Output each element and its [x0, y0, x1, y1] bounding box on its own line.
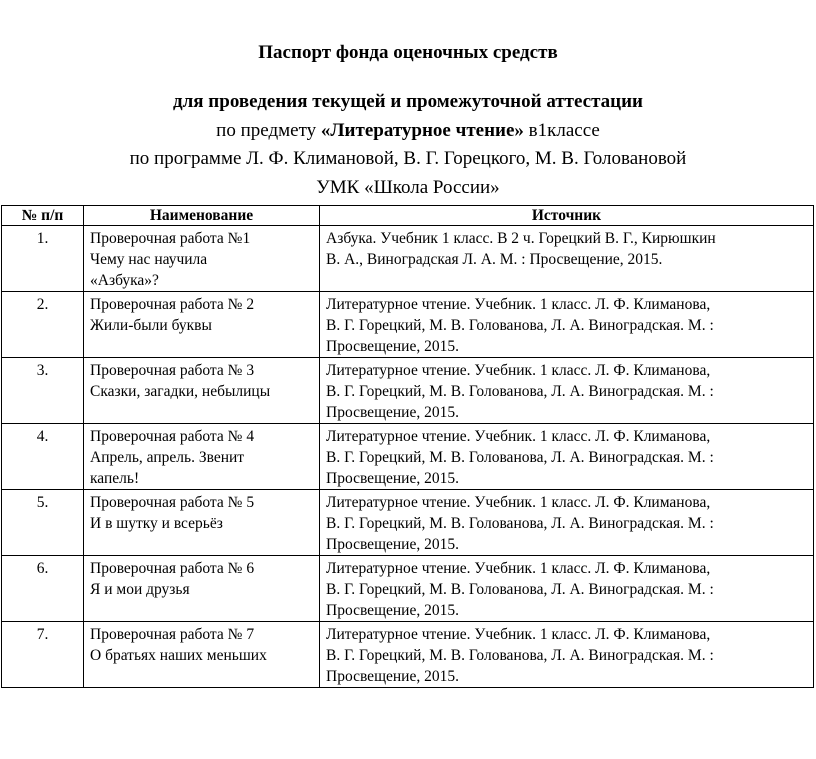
- subject-line: [0, 120, 816, 142]
- row-source-line: В. Г. Горецкий, М. В. Голованова, Л. А. Виноградская. М. :: [326, 515, 714, 532]
- row-source-line: Просвещение, 2015.: [326, 404, 459, 421]
- row-name-line: Сказки, загадки, небылицы: [90, 383, 271, 400]
- row-source-line: В. Г. Горецкий, М. В. Голованова, Л. А. Виноградская. М. :: [326, 581, 714, 598]
- table-row: [2, 424, 814, 490]
- table-row: [2, 556, 814, 622]
- row-name: [84, 424, 320, 490]
- row-number: 2.: [2, 292, 84, 358]
- subject-suffix: в1классе: [523, 120, 600, 141]
- row-source-line: Литературное чтение. Учебник. 1 класс. Л. Ф. Климанова,: [326, 362, 711, 379]
- table-row: [2, 292, 814, 358]
- column-header-name: Наименование: [84, 206, 320, 226]
- row-source: [320, 358, 814, 424]
- row-source-line: Литературное чтение. Учебник. 1 класс. Л. Ф. Климанова,: [326, 494, 711, 511]
- row-source: [320, 622, 814, 688]
- row-source-line: В. Г. Горецкий, М. В. Голованова, Л. А. Виноградская. М. :: [326, 317, 714, 334]
- row-number: 6.: [2, 556, 84, 622]
- row-source-line: В. Г. Горецкий, М. В. Голованова, Л. А. Виноградская. М. :: [326, 449, 714, 466]
- row-number: 3.: [2, 358, 84, 424]
- assessment-table: [1, 205, 814, 688]
- program-line: по программе Л. Ф. Климановой, В. Г. Горецкого, М. В. Головановой: [129, 148, 687, 169]
- row-source-line: В. Г. Горецкий, М. В. Голованова, Л. А. Виноградская. М. :: [326, 383, 714, 400]
- document-subtitle: для проведения текущей и промежуточной аттестации: [173, 91, 643, 112]
- row-source-line: В. А., Виноградская Л. А. М. : Просвещение, 2015.: [326, 251, 663, 268]
- row-source-line: Просвещение, 2015.: [326, 602, 459, 619]
- umk-line: УМК «Школа России»: [316, 177, 500, 198]
- column-header-source: Источник: [320, 206, 814, 226]
- row-name-line: Чему нас научила: [90, 251, 208, 268]
- row-source-line: Просвещение, 2015.: [326, 338, 459, 355]
- subject-prefix: по предмету: [216, 120, 321, 141]
- row-number: 7.: [2, 622, 84, 688]
- row-name-line: О братьях наших меньших: [90, 647, 267, 664]
- row-source-line: Литературное чтение. Учебник. 1 класс. Л. Ф. Климанова,: [326, 626, 711, 643]
- row-number: 1.: [2, 226, 84, 292]
- row-source: [320, 226, 814, 292]
- row-name: [84, 622, 320, 688]
- row-source-line: Просвещение, 2015.: [326, 668, 459, 685]
- row-name-line: Я и мои друзья: [90, 581, 190, 598]
- row-source-line: Азбука. Учебник 1 класс. В 2 ч. Горецкий В. Г., Кирюшкин: [326, 230, 716, 247]
- document-title: Паспорт фонда оценочных средств: [258, 42, 558, 63]
- row-source: [320, 424, 814, 490]
- row-name: [84, 292, 320, 358]
- row-source-line: В. Г. Горецкий, М. В. Голованова, Л. А. Виноградская. М. :: [326, 647, 714, 664]
- table-row: [2, 622, 814, 688]
- row-name: [84, 358, 320, 424]
- row-source-line: Просвещение, 2015.: [326, 536, 459, 553]
- row-name-line: Проверочная работа № 5: [90, 494, 255, 511]
- row-name-line: «Азбука»?: [90, 272, 159, 289]
- table-row: [2, 490, 814, 556]
- row-name: [84, 226, 320, 292]
- row-name: [84, 490, 320, 556]
- row-number: 4.: [2, 424, 84, 490]
- row-name-line: И в шутку и всерьёз: [90, 515, 223, 532]
- row-name: [84, 556, 320, 622]
- row-source: [320, 490, 814, 556]
- row-number: 5.: [2, 490, 84, 556]
- row-name-line: Проверочная работа № 6: [90, 560, 255, 577]
- subject-name: «Литературное чтение»: [320, 120, 524, 141]
- row-source-line: Литературное чтение. Учебник. 1 класс. Л. Ф. Климанова,: [326, 296, 711, 313]
- row-name-line: Проверочная работа № 3: [90, 362, 255, 379]
- row-name-line: Апрель, апрель. Звенит: [90, 449, 245, 466]
- row-name-line: капель!: [90, 470, 140, 487]
- row-name-line: Проверочная работа № 4: [90, 428, 255, 445]
- column-header-number: № п/п: [2, 206, 84, 226]
- row-name-line: Проверочная работа № 7: [90, 626, 255, 643]
- row-source-line: Литературное чтение. Учебник. 1 класс. Л. Ф. Климанова,: [326, 560, 711, 577]
- row-name-line: Проверочная работа № 2: [90, 296, 255, 313]
- table-header-row: [2, 206, 814, 226]
- row-name-line: Жили-были буквы: [90, 317, 212, 334]
- row-source-line: Литературное чтение. Учебник. 1 класс. Л. Ф. Климанова,: [326, 428, 711, 445]
- row-source-line: Просвещение, 2015.: [326, 470, 459, 487]
- table-row: [2, 226, 814, 292]
- table-row: [2, 358, 814, 424]
- row-source: [320, 556, 814, 622]
- row-source: [320, 292, 814, 358]
- row-name-line: Проверочная работа №1: [90, 230, 251, 247]
